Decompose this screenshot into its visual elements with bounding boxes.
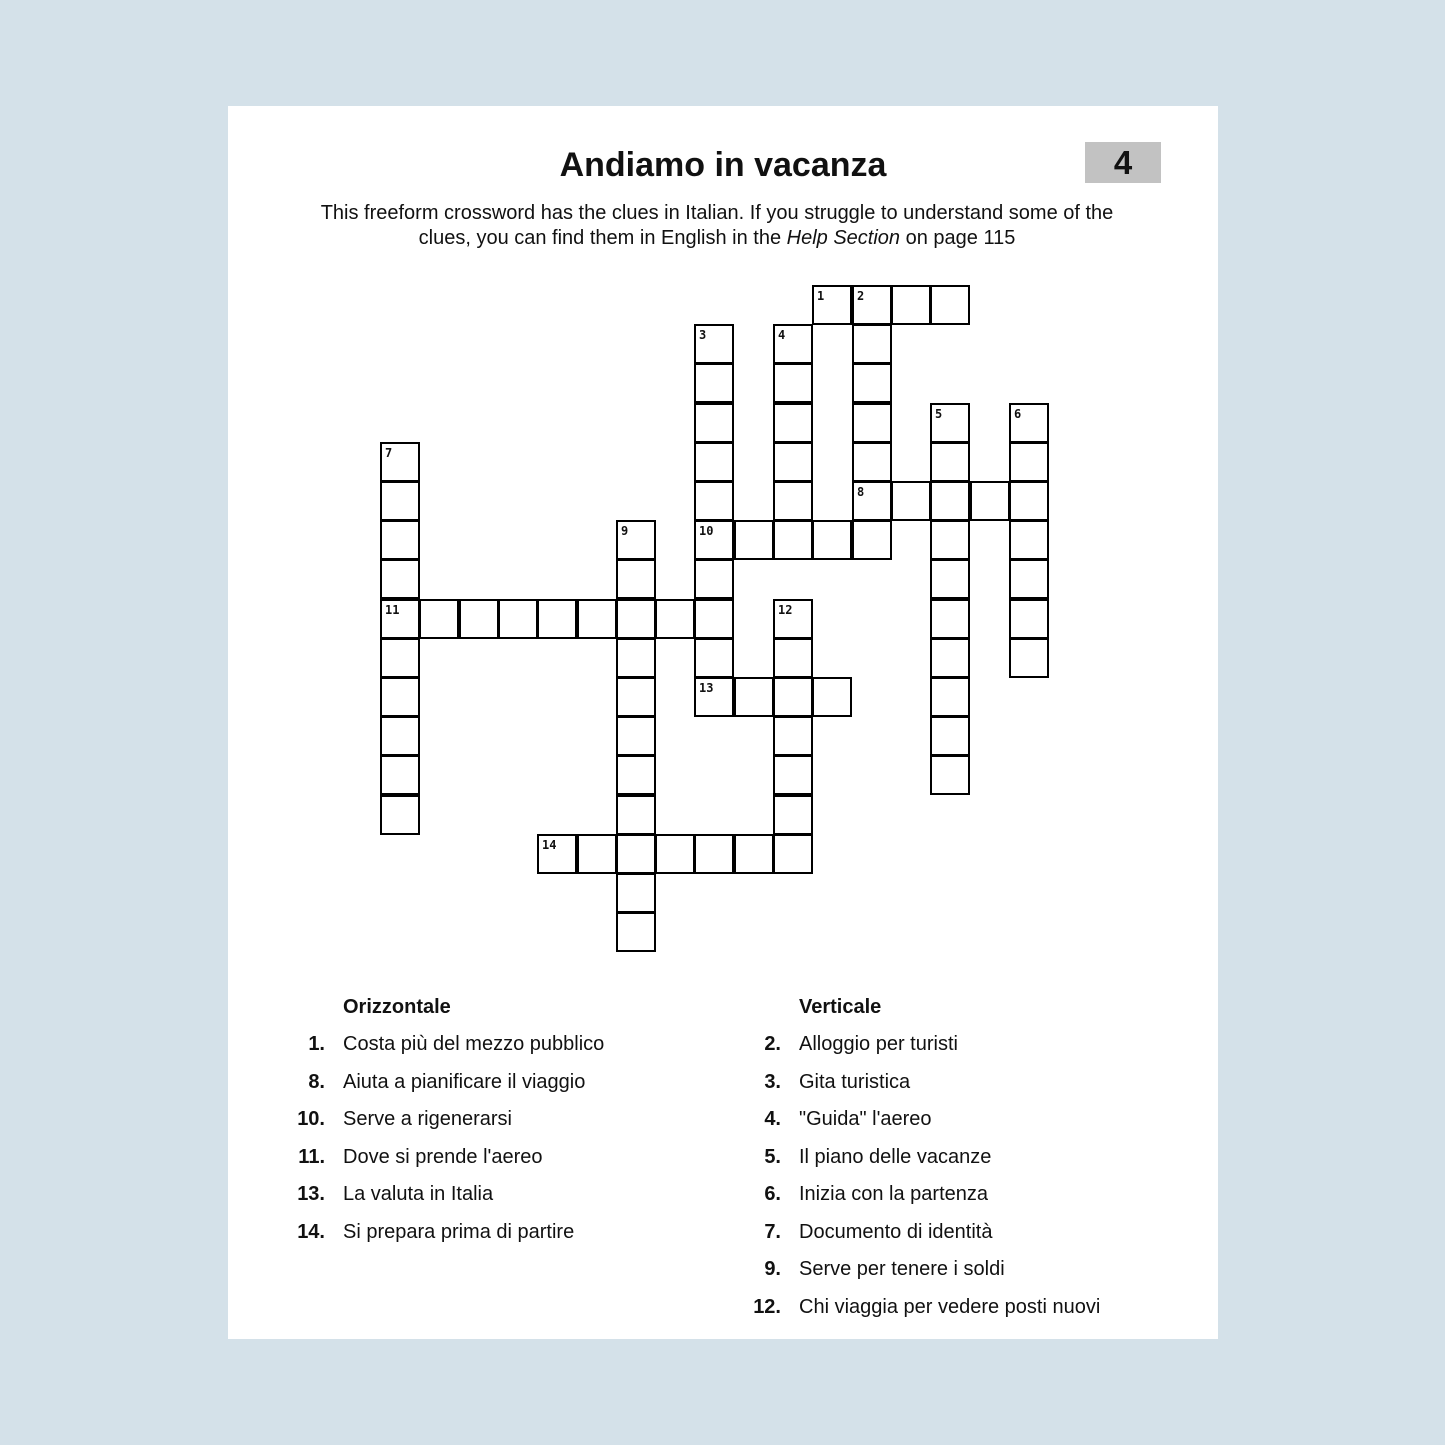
cell-clue-number: 2: [857, 289, 865, 303]
clue-number: 13.: [297, 1183, 325, 1205]
crossword-cell[interactable]: [930, 442, 970, 482]
clue-text: Il piano delle vacanze: [799, 1145, 992, 1168]
clue-text: Documento di identità: [799, 1220, 993, 1243]
crossword-cell[interactable]: [694, 834, 734, 874]
crossword-cell[interactable]: [498, 599, 538, 639]
crossword-cell[interactable]: [380, 795, 420, 835]
crossword-cell[interactable]: [930, 481, 970, 521]
crossword-cell[interactable]: [773, 716, 813, 756]
crossword-cell[interactable]: [380, 481, 420, 521]
crossword-cell[interactable]: [380, 677, 420, 717]
crossword-cell[interactable]: [734, 834, 774, 874]
crossword-cell[interactable]: [616, 912, 656, 952]
crossword-cell[interactable]: [773, 403, 813, 443]
puzzle-number-badge: 4: [1085, 142, 1161, 183]
cell-clue-number: 12: [778, 603, 793, 617]
crossword-cell[interactable]: [1009, 403, 1049, 443]
crossword-cell[interactable]: [616, 716, 656, 756]
cell-clue-number: 13: [699, 681, 714, 695]
clue-item: [753, 1295, 1101, 1333]
crossword-cell[interactable]: [616, 873, 656, 913]
crossword-cell[interactable]: [616, 520, 656, 560]
crossword-cell[interactable]: [734, 677, 774, 717]
crossword-cell[interactable]: [773, 638, 813, 678]
crossword-cell[interactable]: [852, 403, 892, 443]
crossword-cell[interactable]: [694, 638, 734, 678]
crossword-cell[interactable]: [694, 481, 734, 521]
crossword-cell[interactable]: [773, 363, 813, 403]
clue-item: [764, 1107, 1100, 1145]
clue-number: 7.: [764, 1220, 781, 1243]
cell-clue-number: 4: [778, 328, 786, 342]
clue-text: La valuta in Italia: [343, 1183, 494, 1205]
across-clue-list: [297, 1032, 605, 1257]
cell-clue-number: 8: [857, 485, 865, 499]
crossword-cell[interactable]: [812, 520, 852, 560]
clue-item: [298, 1145, 604, 1183]
crossword-cell[interactable]: [380, 559, 420, 599]
crossword-cell[interactable]: [419, 599, 459, 639]
crossword-cell[interactable]: [380, 716, 420, 756]
crossword-cell[interactable]: [380, 755, 420, 795]
clue-number: 8.: [308, 1070, 325, 1093]
down-clue-list: [753, 1032, 1101, 1332]
crossword-cell[interactable]: [655, 834, 695, 874]
crossword-cell[interactable]: [773, 442, 813, 482]
clue-text: Dove si prende l'aereo: [343, 1145, 543, 1168]
crossword-cell[interactable]: [1009, 559, 1049, 599]
crossword-cell[interactable]: [577, 834, 617, 874]
clue-item: [764, 1032, 1100, 1070]
cell-clue-number: 9: [621, 524, 629, 538]
cell-clue-number: 3: [699, 328, 707, 342]
clue-text: Serve per tenere i soldi: [799, 1258, 1005, 1280]
clue-text: "Guida" l'aereo: [799, 1108, 932, 1130]
crossword-cell[interactable]: [970, 481, 1010, 521]
cell-clue-number: 11: [385, 603, 400, 617]
crossword-cell[interactable]: [694, 677, 734, 717]
clue-number: 10.: [297, 1108, 325, 1130]
clue-number: 6.: [764, 1183, 781, 1205]
across-heading: Orizzontale: [343, 996, 451, 1018]
crossword-cell[interactable]: [852, 442, 892, 482]
puzzle-title: Andiamo in vacanza: [559, 146, 887, 184]
crossword-cell[interactable]: [773, 755, 813, 795]
crossword-cell[interactable]: [537, 834, 577, 874]
crossword-cell[interactable]: [1009, 599, 1049, 639]
crossword-cell[interactable]: [891, 285, 931, 325]
crossword-cell[interactable]: [852, 363, 892, 403]
crossword-cell[interactable]: [537, 599, 577, 639]
clue-item: [764, 1220, 1100, 1258]
crossword-cell[interactable]: [852, 324, 892, 364]
crossword-cell[interactable]: [812, 285, 852, 325]
clue-item: [297, 1220, 604, 1258]
crossword-cell[interactable]: [852, 285, 892, 325]
crossword-cell[interactable]: [930, 716, 970, 756]
clue-number: 11.: [298, 1145, 325, 1168]
crossword-cell[interactable]: [930, 520, 970, 560]
cell-clue-number: 5: [935, 407, 943, 421]
crossword-cell[interactable]: [694, 403, 734, 443]
clue-text: Si prepara prima di partire: [343, 1220, 575, 1243]
clue-item: [764, 1182, 1100, 1220]
clue-text: Chi viaggia per vedere posti nuovi: [799, 1295, 1101, 1318]
crossword-grid: [228, 106, 1218, 986]
cell-clue-number: 10: [699, 524, 714, 538]
crossword-cell[interactable]: [616, 755, 656, 795]
clue-number: 2.: [764, 1033, 781, 1055]
crossword-cell[interactable]: [1009, 481, 1049, 521]
clue-item: [308, 1032, 605, 1070]
crossword-cell[interactable]: [930, 285, 970, 325]
crossword-cell[interactable]: [694, 363, 734, 403]
crossword-cell[interactable]: [930, 755, 970, 795]
clue-text: Serve a rigenerarsi: [343, 1108, 512, 1130]
cell-clue-number: 1: [817, 289, 825, 303]
crossword-cell[interactable]: [930, 638, 970, 678]
down-heading: Verticale: [799, 996, 882, 1018]
crossword-cell[interactable]: [1009, 520, 1049, 560]
crossword-cell[interactable]: [852, 481, 892, 521]
clue-number: 4.: [764, 1108, 781, 1130]
crossword-cell[interactable]: [694, 599, 734, 639]
crossword-cell[interactable]: [655, 599, 695, 639]
clue-item: [308, 1070, 604, 1108]
crossword-cell[interactable]: [891, 481, 931, 521]
clue-number: 5.: [764, 1145, 781, 1168]
crossword-cell[interactable]: [812, 677, 852, 717]
crossword-cell[interactable]: [852, 520, 892, 560]
clue-text: Costa più del mezzo pubblico: [343, 1033, 605, 1055]
crossword-cell[interactable]: [930, 559, 970, 599]
crossword-cell[interactable]: [616, 795, 656, 835]
clue-item: [764, 1145, 1100, 1183]
crossword-cell[interactable]: [616, 559, 656, 599]
clue-number: 9.: [764, 1258, 781, 1280]
crossword-cell[interactable]: [577, 599, 617, 639]
clue-item: [764, 1257, 1100, 1295]
clue-item: [297, 1107, 604, 1145]
crossword-cell[interactable]: [694, 559, 734, 599]
crossword-cell[interactable]: [694, 442, 734, 482]
crossword-cell[interactable]: [380, 638, 420, 678]
crossword-cell[interactable]: [773, 795, 813, 835]
crossword-cell[interactable]: [773, 520, 813, 560]
crossword-cell[interactable]: [930, 599, 970, 639]
crossword-cell[interactable]: [616, 834, 656, 874]
crossword-cell[interactable]: [380, 599, 420, 639]
crossword-cell[interactable]: [616, 599, 656, 639]
intro-text-part: on page 115: [900, 227, 1016, 249]
clue-text: Alloggio per turisti: [799, 1033, 958, 1055]
crossword-cell[interactable]: [773, 677, 813, 717]
crossword-cell[interactable]: [694, 520, 734, 560]
intro-text-part: This freeform crossword has the clues in Italian. If you struggle to understand some of the clues, you can find them in English in the: [320, 202, 1114, 249]
clue-item: [297, 1182, 604, 1220]
crossword-cell[interactable]: [459, 599, 499, 639]
crossword-cell[interactable]: [773, 599, 813, 639]
clue-number: 12.: [753, 1295, 781, 1318]
clue-text: Gita turistica: [799, 1070, 911, 1093]
crossword-cell[interactable]: [694, 324, 734, 364]
clue-number: 14.: [297, 1220, 325, 1243]
clue-number: 1.: [308, 1033, 325, 1055]
help-section-reference: Help Section: [786, 227, 901, 249]
clue-item: [764, 1070, 1100, 1108]
clue-number: 3.: [764, 1070, 781, 1093]
crossword-cell[interactable]: [930, 403, 970, 443]
crossword-cell[interactable]: [616, 638, 656, 678]
cell-clue-number: 14: [542, 838, 557, 852]
crossword-cell[interactable]: [1009, 442, 1049, 482]
clue-text: Aiuta a pianificare il viaggio: [343, 1070, 586, 1093]
puzzle-page: [228, 106, 1218, 1339]
cell-clue-number: 6: [1014, 407, 1022, 421]
crossword-cell[interactable]: [734, 520, 774, 560]
crossword-cell[interactable]: [930, 677, 970, 717]
cell-clue-number: 7: [385, 446, 393, 460]
crossword-cell[interactable]: [616, 677, 656, 717]
crossword-cell[interactable]: [380, 442, 420, 482]
crossword-cell[interactable]: [773, 481, 813, 521]
crossword-cell[interactable]: [773, 324, 813, 364]
crossword-cell[interactable]: [773, 834, 813, 874]
clue-text: Inizia con la partenza: [799, 1183, 989, 1205]
crossword-cell[interactable]: [380, 520, 420, 560]
crossword-cell[interactable]: [1009, 638, 1049, 678]
